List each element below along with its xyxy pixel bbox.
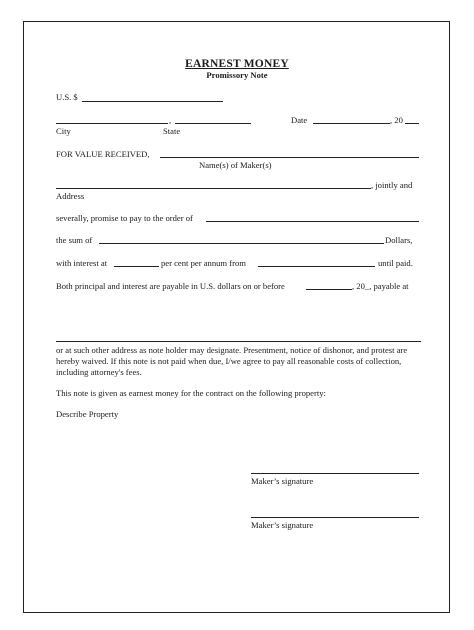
signature-label-1: Maker’s signature — [251, 476, 314, 486]
date-year-prefix: , 20 — [390, 115, 403, 125]
page-border — [23, 21, 450, 613]
address-field[interactable] — [56, 188, 371, 189]
interest-rate-field[interactable] — [114, 266, 159, 267]
signature-line-2[interactable] — [251, 517, 419, 518]
earnest-money-text: This note is given as earnest money for the contract on the following property: — [56, 388, 326, 398]
signature-label-2: Maker’s signature — [251, 520, 314, 530]
interest-mid: per cent per annum from — [161, 258, 246, 268]
state-field[interactable] — [175, 123, 251, 124]
document-subtitle: Promissory Note — [206, 70, 268, 80]
for-value-label: FOR VALUE RECEIVED, — [56, 149, 150, 159]
sum-label: the sum of — [56, 235, 93, 245]
city-field[interactable] — [56, 123, 168, 124]
dollars-label: Dollars, — [385, 235, 413, 245]
describe-property-label: Describe Property — [56, 409, 119, 419]
city-state-comma: , — [169, 115, 172, 125]
interest-prefix: with interest at — [56, 258, 108, 268]
address-label: Address — [56, 191, 85, 201]
makers-name-field[interactable] — [160, 157, 419, 158]
state-label: State — [163, 126, 181, 136]
interest-from-field[interactable] — [258, 266, 375, 267]
waiver-paragraph: or at such other address as note holder may designate. Presentment, notice of dishonor, and protest are hereby waived. If this note is not paid when due, I/we agree to pay all reasonable costs of collection, including attorney's fees. — [56, 345, 408, 378]
jointly-label: , jointly and — [371, 180, 413, 190]
payee-field[interactable] — [206, 221, 419, 222]
payable-at-field[interactable] — [56, 341, 421, 342]
due-date-field[interactable] — [306, 289, 352, 290]
both-principal-prefix: Both principal and interest are payable in U.S. dollars on or before — [56, 281, 285, 291]
severally-label: severally, promise to pay to the order of — [56, 213, 193, 223]
makers-label: Name(s) of Maker(s) — [199, 160, 272, 170]
amount-label: U.S. $ — [56, 92, 78, 102]
date-year-field[interactable] — [405, 123, 419, 124]
amount-field[interactable] — [82, 101, 223, 102]
document-title: EARNEST MONEY — [185, 58, 289, 70]
both-principal-mid: , 20_, payable at — [352, 281, 409, 291]
signature-line-1[interactable] — [251, 473, 419, 474]
date-field[interactable] — [313, 123, 390, 124]
interest-suffix: until paid. — [378, 258, 413, 268]
city-label: City — [56, 126, 71, 136]
sum-field[interactable] — [99, 243, 384, 244]
date-label: Date — [291, 115, 308, 125]
